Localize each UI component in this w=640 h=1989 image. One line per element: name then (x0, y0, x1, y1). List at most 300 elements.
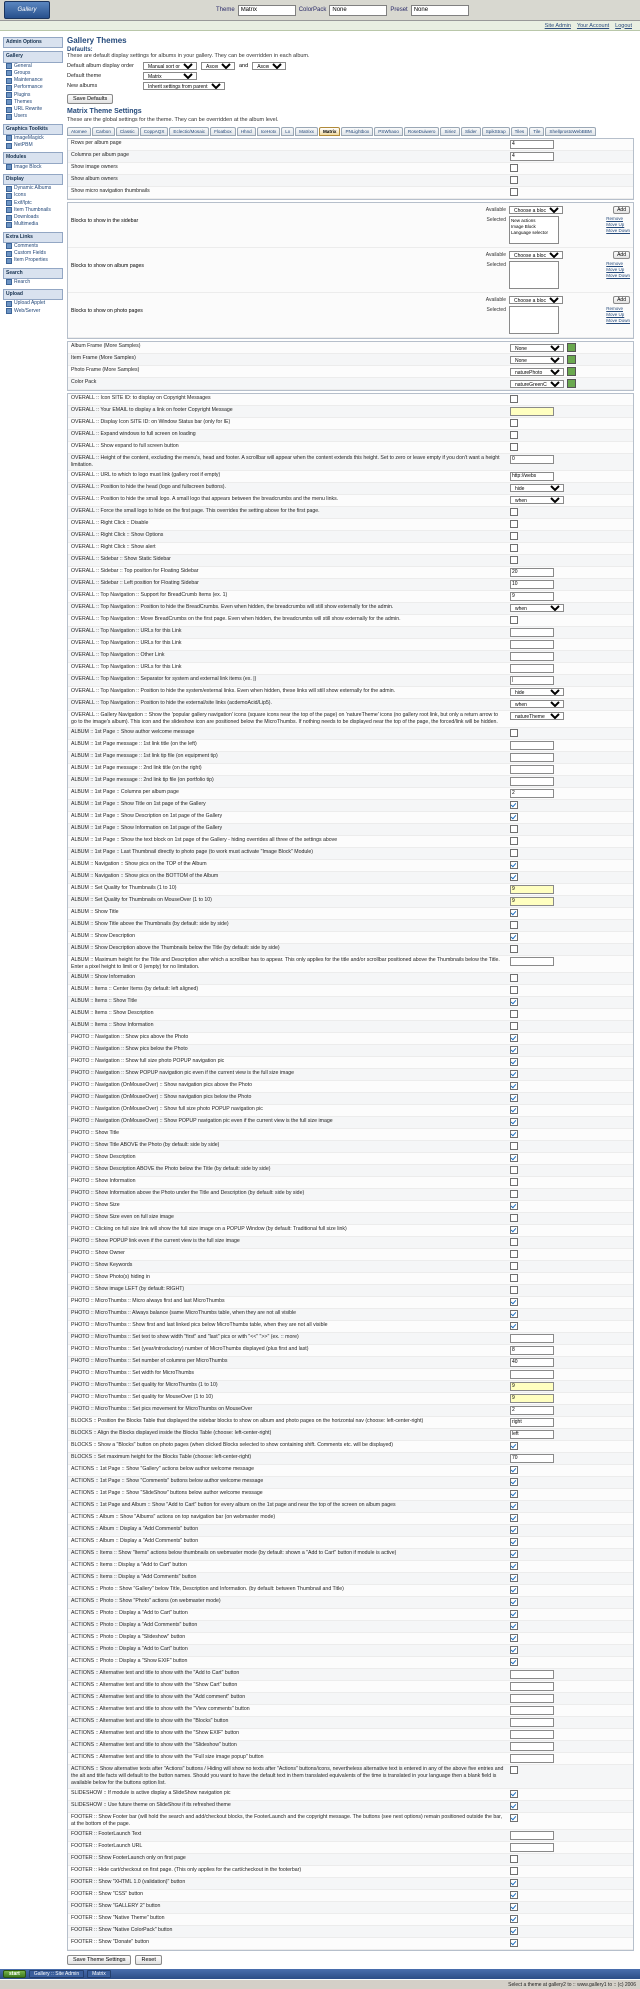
theme-option-row (68, 442, 633, 454)
save-defaults-button[interactable]: Save Defaults (67, 94, 113, 104)
sidebar-item-groups[interactable] (3, 70, 63, 77)
text-input[interactable] (510, 628, 554, 637)
checkbox[interactable] (510, 1867, 518, 1875)
text-input[interactable] (510, 777, 554, 786)
setting-label: OVERALL :: Right Click :: Show alert (71, 544, 156, 551)
start-button[interactable]: start (3, 1970, 26, 1978)
text-input[interactable] (510, 580, 554, 589)
add-block-button[interactable]: Add (613, 251, 630, 259)
setting-label: ALBUM :: Items :: Show Title (71, 998, 138, 1005)
page-title: Gallery Themes (67, 36, 127, 45)
checkbox[interactable] (510, 1034, 518, 1042)
theme-option-row (68, 1573, 633, 1585)
sidebar-item-custom-fields[interactable] (3, 250, 63, 257)
block-move-up-link[interactable]: Move Up (606, 267, 625, 272)
checkbox[interactable] (510, 1634, 518, 1642)
select[interactable] (510, 380, 564, 388)
bullet-icon (6, 308, 12, 314)
theme-option-row (68, 603, 633, 615)
setting-label: OVERALL :: Top Navigation :: Position to hide the external/site links (acdemoAcid/Lip5). (71, 700, 272, 707)
checkbox[interactable] (510, 1879, 518, 1887)
checkbox[interactable] (510, 616, 518, 624)
theme-option-row (68, 1513, 633, 1525)
checkbox[interactable] (510, 1502, 518, 1510)
sidebar-heading: Modules (3, 152, 63, 163)
sidebar-item-netpbm[interactable] (3, 142, 63, 149)
checkbox[interactable] (510, 986, 518, 994)
text-input[interactable] (510, 1670, 554, 1679)
setting-label: PHOTO :: Show Keywords (71, 1262, 133, 1269)
checkbox[interactable] (510, 1106, 518, 1114)
text-input[interactable] (510, 1406, 554, 1415)
setting-label: OVERALL :: Sidebar :: Top position for Floating Sidebar (71, 568, 199, 575)
tab-tiles[interactable]: Tiles (511, 127, 529, 136)
block-move-links (606, 306, 630, 323)
checkbox[interactable] (510, 508, 518, 516)
bullet-icon (6, 99, 12, 105)
text-input[interactable] (510, 1334, 554, 1343)
sidebar-item-icons[interactable] (3, 192, 63, 199)
setting-label: ACTIONS :: 1st Page :: Show "Gallery" actions below author welcome message (71, 1466, 255, 1473)
selected-blocks-list[interactable] (509, 216, 559, 244)
checkbox[interactable] (510, 1130, 518, 1138)
text-input[interactable] (510, 664, 554, 673)
setting-label: Item Frame (More Samples) (71, 355, 136, 361)
text-input[interactable] (510, 568, 554, 577)
setting-label: PHOTO :: Navigation :: Show POPUP navigation pic even if the current view is the full size image (71, 1070, 294, 1077)
theme-option-row (68, 824, 633, 836)
setting-label: FOOTER :: Show "XHTML 1.0 (validation)" button (71, 1879, 186, 1886)
sidebar-item-comments[interactable] (3, 243, 63, 250)
text-input[interactable] (510, 1742, 554, 1751)
add-block-button[interactable]: Add (613, 296, 630, 304)
tab-siriez[interactable]: Siriez (440, 127, 460, 136)
checkbox[interactable] (510, 1478, 518, 1486)
tab-pswhaoo[interactable]: PSWhaoo (374, 127, 403, 136)
selected-blocks (480, 261, 630, 289)
checkbox[interactable] (510, 443, 518, 451)
tab-atomee[interactable]: Atomee (67, 127, 91, 136)
block-move-up-link[interactable]: Move Up (606, 312, 625, 317)
checkbox[interactable] (510, 1658, 518, 1666)
theme-option-row (68, 872, 633, 884)
list-item[interactable]: Image Block (511, 224, 536, 230)
text-input[interactable] (510, 1418, 554, 1427)
text-input[interactable] (510, 1358, 554, 1367)
checkbox[interactable] (510, 1622, 518, 1630)
text-input[interactable] (510, 152, 554, 161)
default-sort-dir2-select[interactable] (252, 62, 286, 70)
setting-label: ACTIONS :: Alternative text and title to show with the "Add comment" button (71, 1694, 246, 1701)
theme-option-row (68, 675, 633, 687)
taskbar-window-1[interactable]: Matrix (87, 1970, 111, 1978)
checkbox[interactable] (510, 544, 518, 552)
checkbox[interactable] (510, 556, 518, 564)
sidebar-item-image-block[interactable] (3, 164, 63, 171)
tab-roseduiwero[interactable]: RoseDuiwero (404, 127, 440, 136)
select[interactable] (510, 688, 564, 696)
setting-label: PHOTO :: Show Description ABOVE the Photo below the Title (by default: side by side) (71, 1166, 271, 1173)
checkbox[interactable] (510, 1202, 518, 1210)
block-move-down-link[interactable]: Move Down (606, 228, 630, 233)
checkbox[interactable] (510, 909, 518, 917)
setting-label: PHOTO :: MicroThumbs :: Always balance (same MicroThumbs table, when they are not all visible (71, 1310, 297, 1317)
default-sort-select[interactable] (143, 62, 197, 70)
setting-label: ALBUM :: Maximum height for the Title and Description after which a scrollbar has to appear. This only applies for the title and/or scrollbar positioned above the Thumbnails below the Title. Enter a pixel height to limit or 0 (empty) for no limitation. (71, 957, 500, 971)
checkbox[interactable] (510, 1903, 518, 1911)
setting-label: ACTIONS :: Alternative text and title to show with the "Show EXIF" button (71, 1730, 240, 1737)
checkbox[interactable] (510, 729, 518, 737)
sidebar-item-label: Dynamic Albums (14, 185, 52, 191)
tab-icehotx[interactable]: IceHotx (257, 127, 281, 136)
text-input[interactable] (510, 1370, 554, 1379)
theme-field-input-2[interactable] (411, 5, 469, 16)
default-sort-dir-select[interactable] (201, 62, 235, 70)
theme-option-row (68, 752, 633, 764)
sidebar-item-exif-iptc[interactable] (3, 200, 63, 207)
setting-label: ACTIONS :: Photo :: Show "Photo" actions (on webmaster mode) (71, 1598, 221, 1605)
text-input[interactable] (510, 765, 554, 774)
theme-option-row (68, 1729, 633, 1741)
setting-label: ACTIONS :: 1st Page and Album :: Show "Add to Cart" button for every album on the 1st page and near the top of the screen on album pages (71, 1502, 396, 1509)
theme-option-row (68, 1854, 633, 1866)
tab-classic[interactable]: Classic (116, 127, 139, 136)
browser-toolbar (0, 0, 640, 21)
checkbox[interactable] (510, 1250, 518, 1258)
selected-blocks-list[interactable] (509, 261, 559, 289)
text-input[interactable] (510, 1706, 554, 1715)
link-logout[interactable]: Logout (615, 22, 632, 29)
theme-option-row (68, 1417, 633, 1429)
checkbox[interactable] (510, 1442, 518, 1450)
select[interactable] (510, 368, 564, 376)
block-remove-link[interactable]: Remove (606, 216, 623, 221)
setting-label: Photo Frame (More Samples) (71, 367, 140, 373)
checkbox[interactable] (510, 1891, 518, 1899)
tab-hhnd[interactable]: Hhnd (237, 127, 256, 136)
checkbox[interactable] (510, 998, 518, 1006)
checkbox[interactable] (510, 1927, 518, 1935)
tab-eclectic-mosaic[interactable]: Eclectic/Mosaic (169, 127, 209, 136)
sidebar-item-general[interactable] (3, 63, 63, 70)
checkbox[interactable] (510, 1226, 518, 1234)
checkbox[interactable] (510, 1466, 518, 1474)
checkbox[interactable] (510, 1514, 518, 1522)
text-input[interactable] (510, 1430, 554, 1439)
checkbox[interactable] (510, 1286, 518, 1294)
theme-option-row (68, 1681, 633, 1693)
sidebar-item-item-thumbnails[interactable] (3, 207, 63, 214)
checkbox[interactable] (510, 1310, 518, 1318)
block-remove-link[interactable]: Remove (606, 261, 623, 266)
theme-option-row (68, 1705, 633, 1717)
theme-option-row (68, 848, 633, 860)
tab-matrix[interactable]: Matrix (319, 127, 341, 136)
checkbox[interactable] (510, 861, 518, 869)
theme-option-row (68, 908, 633, 920)
frames-panel (67, 341, 634, 391)
text-input[interactable] (510, 885, 554, 894)
setting-label: ACTIONS :: Show alternative texts after "Actions" buttons / Hiding will show no texts after "Actions" buttons/icons, nevertheless alternative text is entered in any of the above five entries and the alt and title facts will default to the button names. Should you want to have the default text in them translated equivalents of the time is translated in your language then a blank field is available below for the buttons option list. (71, 1766, 504, 1787)
checkbox[interactable] (510, 1118, 518, 1126)
text-input[interactable] (510, 1843, 554, 1852)
frame-setting-row (68, 354, 633, 366)
checkbox[interactable] (510, 1939, 518, 1947)
setting-label: BLOCKS :: Set maximum height for the Blocks Table (choose: left-center-right) (71, 1454, 252, 1461)
checkbox[interactable] (510, 431, 518, 439)
select[interactable] (510, 712, 564, 720)
sidebar-item-label: Maintenance (14, 77, 43, 83)
text-input[interactable] (510, 1694, 554, 1703)
block-move-down-link[interactable]: Move Down (606, 273, 630, 278)
checkbox[interactable] (510, 1915, 518, 1923)
checkbox[interactable] (510, 825, 518, 833)
setting-label: ACTIONS :: 1st Page :: Show "Comments" buttons below author welcome message (71, 1478, 264, 1485)
checkbox[interactable] (510, 1262, 518, 1270)
sidebar-item-plugins[interactable] (3, 92, 63, 99)
default-theme-select[interactable] (143, 72, 197, 80)
checkbox[interactable] (510, 945, 518, 953)
text-input[interactable] (510, 1754, 554, 1763)
select[interactable] (510, 484, 564, 492)
link-site-admin[interactable]: Site Admin (544, 22, 571, 29)
text-input[interactable] (510, 676, 554, 685)
tab-spikstrap[interactable]: SpikStrap (482, 127, 510, 136)
checkbox[interactable] (510, 1790, 518, 1798)
text-input[interactable] (510, 640, 554, 649)
select[interactable] (510, 344, 564, 352)
taskbar-window-0[interactable]: Gallery :: Site Admin (29, 1970, 84, 1978)
checkbox[interactable] (510, 1010, 518, 1018)
theme-option-row (68, 1285, 633, 1297)
add-block-button[interactable]: Add (613, 206, 630, 214)
theme-option-row (68, 1633, 633, 1645)
text-input[interactable] (510, 1831, 554, 1840)
checkbox[interactable] (510, 1490, 518, 1498)
select[interactable] (510, 700, 564, 708)
setting-label: ACTIONS :: Items :: Display a "Add to Cart" button (71, 1562, 187, 1569)
available-block-select[interactable] (509, 251, 563, 259)
block-remove-link[interactable]: Remove (606, 306, 623, 311)
setting-label: OVERALL :: Top Navigation :: Support for BreadCrumb Items (ex. 1) (71, 592, 228, 599)
setting-label: ALBUM :: 1st Page message :: 2nd link title (on the right) (71, 765, 202, 772)
checkbox[interactable] (510, 419, 518, 427)
theme-options-panel (67, 393, 634, 1951)
color-swatch (567, 379, 576, 388)
theme-option-row (68, 1621, 633, 1633)
checkbox[interactable] (510, 1526, 518, 1534)
checkbox[interactable] (510, 1058, 518, 1066)
text-input[interactable] (510, 897, 554, 906)
checkbox[interactable] (510, 1274, 518, 1282)
checkbox[interactable] (510, 1298, 518, 1306)
theme-option-row (68, 860, 633, 872)
checkbox[interactable] (510, 813, 518, 821)
theme-option-row (68, 1105, 633, 1117)
block-move-links (606, 261, 630, 278)
tab-coppaqx[interactable]: CoppAQX (140, 127, 169, 136)
checkbox[interactable] (510, 873, 518, 881)
theme-option-row (68, 1489, 633, 1501)
tab-slider[interactable]: Slider (461, 127, 481, 136)
tab-pnlightbox[interactable]: PNLightbox (341, 127, 373, 136)
sidebar-item-item-properties[interactable] (3, 257, 63, 264)
setting-label: PHOTO :: MicroThumbs :: Set width for MicroThumbs (71, 1370, 194, 1377)
sidebar-item-performance[interactable] (3, 84, 63, 91)
sidebar-item-users[interactable] (3, 113, 63, 120)
checkbox[interactable] (510, 1022, 518, 1030)
checkbox[interactable] (510, 1814, 518, 1822)
setting-label: OVERALL :: Force the small logo to hide on the first page. This overrides the setting above for the first page. (71, 508, 320, 515)
available-block-select[interactable] (509, 206, 563, 214)
select[interactable] (510, 604, 564, 612)
text-input[interactable] (510, 455, 554, 464)
text-input[interactable] (510, 789, 554, 798)
checkbox[interactable] (510, 1178, 518, 1186)
setting-label: FOOTER :: FooterLaunch URL (71, 1843, 143, 1850)
text-input[interactable] (510, 741, 554, 750)
checkbox[interactable] (510, 933, 518, 941)
checkbox[interactable] (510, 1238, 518, 1246)
checkbox[interactable] (510, 849, 518, 857)
text-input[interactable] (510, 592, 554, 601)
list-item[interactable]: Language selector (511, 230, 549, 236)
checkbox[interactable] (510, 1562, 518, 1570)
checkbox[interactable] (510, 1214, 518, 1222)
theme-option-row (68, 1453, 633, 1465)
checkbox[interactable] (510, 1802, 518, 1810)
tab-shellprostowebbbm[interactable]: ShellprostoWebBBM (545, 127, 595, 136)
theme-option-row (68, 932, 633, 944)
checkbox[interactable] (510, 1538, 518, 1546)
checkbox[interactable] (510, 1142, 518, 1150)
setting-label: PHOTO :: Clicking on full size link will show the full size image on a POPUP Window (by default: Traditional full size link) (71, 1226, 347, 1233)
text-input[interactable] (510, 1730, 554, 1739)
checkbox[interactable] (510, 921, 518, 929)
checkbox[interactable] (510, 1154, 518, 1162)
checkbox[interactable] (510, 1574, 518, 1582)
checkbox[interactable] (510, 1646, 518, 1654)
link-your-account[interactable]: Your Account (576, 22, 610, 29)
checkbox[interactable] (510, 1166, 518, 1174)
tab-floatbox[interactable]: Floatbox (210, 127, 236, 136)
default-theme-label: Default theme (67, 73, 102, 79)
sidebar-item-url-rewrite[interactable] (3, 106, 63, 113)
setting-label: FOOTER :: Show "Native ColorPack" button (71, 1927, 173, 1934)
checkbox[interactable] (510, 520, 518, 528)
tab-lx[interactable]: Lx (281, 127, 294, 136)
blocks-row (68, 203, 633, 248)
sidebar-item-themes[interactable] (3, 99, 63, 106)
checkbox[interactable] (510, 1586, 518, 1594)
checkbox[interactable] (510, 1322, 518, 1330)
checkbox[interactable] (510, 1550, 518, 1558)
text-input[interactable] (510, 1382, 554, 1391)
checkbox[interactable] (510, 395, 518, 403)
text-input[interactable] (510, 957, 554, 966)
theme-field-label-1: ColorPack (298, 7, 327, 13)
theme-field-input-1[interactable] (329, 5, 387, 16)
tab-tile[interactable]: Tile (529, 127, 544, 136)
text-input[interactable] (510, 140, 554, 149)
reset-button[interactable]: Reset (135, 1955, 161, 1965)
selected-blocks-list[interactable] (509, 306, 559, 334)
checkbox[interactable] (510, 837, 518, 845)
checkbox[interactable] (510, 1094, 518, 1102)
text-input[interactable] (510, 1682, 554, 1691)
text-input[interactable] (510, 753, 554, 762)
tab-carbon[interactable]: Carbon (92, 127, 115, 136)
sidebar-item-maintenance[interactable] (3, 77, 63, 84)
text-input[interactable] (510, 1394, 554, 1403)
setting-label: OVERALL :: Right Click :: Show Options (71, 532, 164, 539)
list-item[interactable]: New actions (511, 218, 536, 223)
theme-option-row (68, 531, 633, 543)
theme-field-input-0[interactable] (238, 5, 296, 16)
checkbox[interactable] (510, 974, 518, 982)
setting-label: OVERALL :: Position to hide the head (logo and fullscreen buttons). (71, 484, 226, 491)
checkbox[interactable] (510, 1046, 518, 1054)
checkbox[interactable] (510, 164, 518, 172)
setting-label: ACTIONS :: Photo :: Display a "Add Comments" button (71, 1622, 198, 1629)
setting-label: ALBUM :: 1st Page message :: 2nd link tip file (on portfolio tip) (71, 777, 214, 784)
sidebar-item-rearch[interactable] (3, 279, 63, 286)
new-albums-select[interactable] (143, 82, 225, 90)
select[interactable] (510, 496, 564, 504)
checkbox[interactable] (510, 188, 518, 196)
setting-label: ACTIONS :: Photo :: Display a "Add to Cart" button (71, 1610, 188, 1617)
sidebar-item-web-server[interactable] (3, 308, 63, 315)
text-input[interactable] (510, 472, 554, 481)
block-move-down-link[interactable]: Move Down (606, 318, 630, 323)
setting-label: OVERALL :: Top Navigation :: URLs for this Link (71, 628, 182, 635)
text-input[interactable] (510, 652, 554, 661)
checkbox[interactable] (510, 176, 518, 184)
text-input[interactable] (510, 1346, 554, 1355)
checkbox[interactable] (510, 1070, 518, 1078)
theme-option-row (68, 1141, 633, 1153)
setting-label: PHOTO :: Show Size even on full size image (71, 1214, 174, 1221)
theme-option-row (68, 579, 633, 591)
setting-label: PHOTO :: Show Photo(s) hiding in (71, 1274, 150, 1281)
checkbox[interactable] (510, 801, 518, 809)
checkbox[interactable] (510, 1610, 518, 1618)
available-block-select[interactable] (509, 296, 563, 304)
checkbox[interactable] (510, 1598, 518, 1606)
setting-label: ALBUM :: 1st Page :: Show Description on 1st page of the Gallery (71, 813, 223, 820)
setting-label: OVERALL :: Top Navigation :: Position to hide the system/external links. Even when hidden, these links will still show externally for the admin. (71, 688, 396, 695)
sidebar-item-upload-applet[interactable] (3, 300, 63, 307)
sidebar-item-multimedia[interactable] (3, 221, 63, 228)
save-theme-settings-button[interactable]: Save Theme Settings (67, 1955, 131, 1965)
theme-option-row (68, 1357, 633, 1369)
text-input[interactable] (510, 1718, 554, 1727)
tab-matrixx[interactable]: Matrixx (295, 127, 318, 136)
checkbox[interactable] (510, 1766, 518, 1774)
checkbox[interactable] (510, 1855, 518, 1863)
sidebar-item-dynamic-albums[interactable] (3, 185, 63, 192)
text-input[interactable] (510, 1454, 554, 1463)
checkbox[interactable] (510, 532, 518, 540)
color-swatch (567, 355, 576, 364)
checkbox[interactable] (510, 1082, 518, 1090)
text-input[interactable] (510, 407, 554, 416)
sidebar-item-downloads[interactable] (3, 214, 63, 221)
sidebar-item-imagemagick[interactable] (3, 135, 63, 142)
checkbox[interactable] (510, 1190, 518, 1198)
block-move-up-link[interactable]: Move Up (606, 222, 625, 227)
select[interactable] (510, 356, 564, 364)
